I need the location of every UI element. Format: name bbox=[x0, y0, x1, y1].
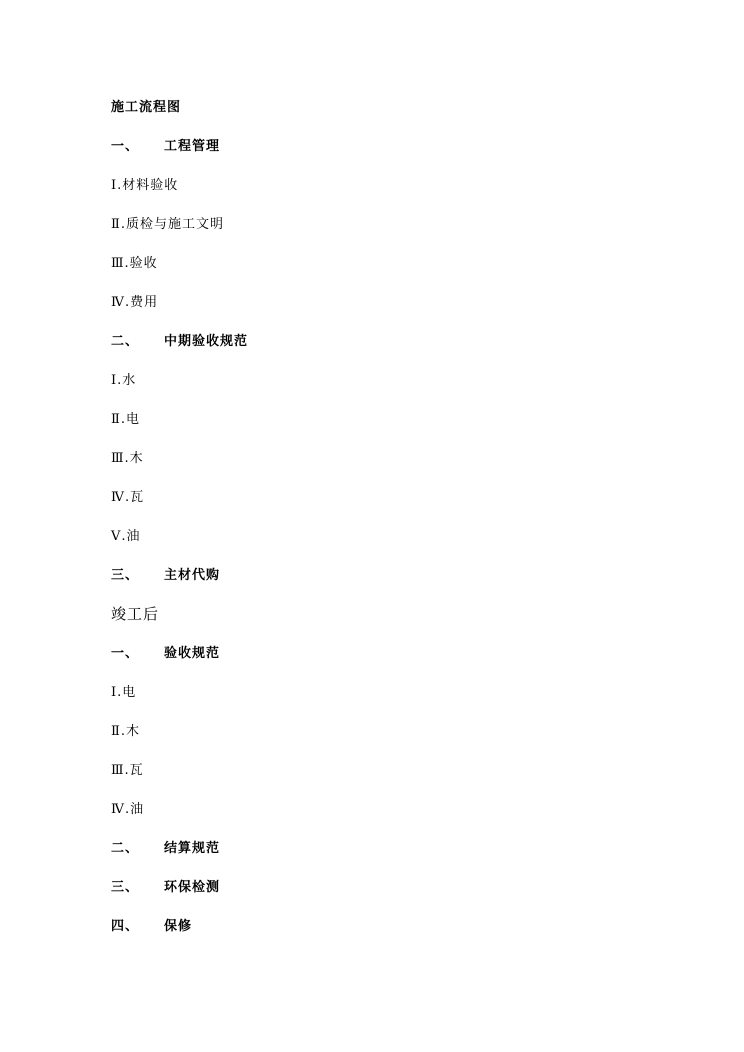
section-heading-midterm-acceptance bbox=[111, 332, 248, 352]
section-heading-environmental-testing bbox=[111, 878, 220, 898]
list-item: Ⅴ.油 bbox=[111, 529, 141, 544]
section-heading-acceptance-standards bbox=[111, 644, 220, 664]
list-item: Ⅳ.瓦 bbox=[111, 490, 145, 505]
section-number: 一、 bbox=[111, 646, 140, 661]
after-completion-heading: 竣工后 bbox=[111, 605, 160, 623]
section-number: 一、 bbox=[111, 139, 140, 154]
list-item: Ⅳ.费用 bbox=[111, 295, 159, 310]
section-number: 二、 bbox=[111, 841, 140, 856]
section-heading-settlement-standards bbox=[111, 839, 220, 859]
section-heading-material-purchasing bbox=[111, 566, 220, 586]
list-item: Ⅱ.电 bbox=[111, 412, 140, 427]
list-item: Ⅱ.木 bbox=[111, 724, 140, 739]
list-item: Ⅰ.材料验收 bbox=[111, 178, 179, 193]
list-item: Ⅲ.木 bbox=[111, 451, 144, 466]
section-title: 中期验收规范 bbox=[164, 334, 249, 349]
section-title: 环保检测 bbox=[164, 880, 221, 895]
list-item: Ⅱ.质检与施工文明 bbox=[111, 217, 224, 232]
section-number: 四、 bbox=[111, 919, 140, 934]
section-title: 主材代购 bbox=[164, 568, 221, 583]
section-title: 验收规范 bbox=[164, 646, 221, 661]
section-title: 结算规范 bbox=[164, 841, 221, 856]
section-title: 工程管理 bbox=[164, 139, 221, 154]
list-item: Ⅲ.瓦 bbox=[111, 763, 144, 778]
document-title: 施工流程图 bbox=[111, 100, 182, 115]
section-title: 保修 bbox=[164, 919, 193, 934]
section-heading-project-management bbox=[111, 137, 220, 157]
list-item: Ⅳ.油 bbox=[111, 802, 145, 817]
list-item: Ⅰ.水 bbox=[111, 373, 137, 388]
list-item: Ⅰ.电 bbox=[111, 685, 137, 700]
list-item: Ⅲ.验收 bbox=[111, 256, 158, 271]
section-heading-warranty bbox=[111, 917, 192, 937]
section-number: 三、 bbox=[111, 880, 140, 895]
section-number: 三、 bbox=[111, 568, 140, 583]
section-number: 二、 bbox=[111, 334, 140, 349]
